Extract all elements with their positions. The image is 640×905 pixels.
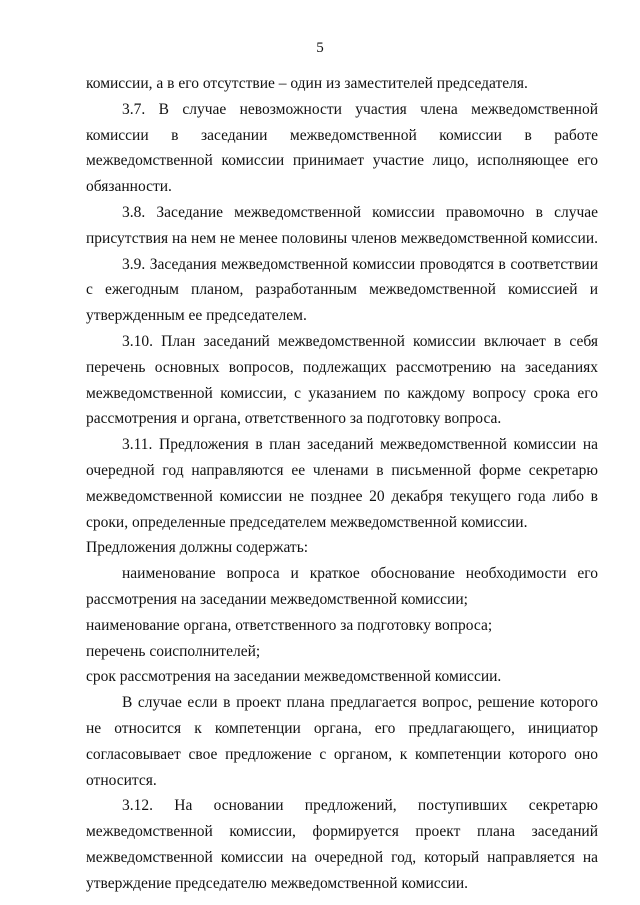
- paragraph-3-10: 3.10. План заседаний межведомственной комиссии включает в себя перечень основных вопросов, подлежащих рассмотрению на заседаниях межведомственной комиссии, с указанием по каждому вопросу срока его рассмотрения и органа, ответственного за подготовку вопроса.: [86, 332, 598, 428]
- proposals-intro: Предложения должны содержать:: [86, 539, 309, 557]
- paragraph-3-7: 3.7. В случае невозможности участия члена межведомственной комиссии в заседании межведомственной комиссии в работе межведомственной комиссии принимает участие лицо, исполняющее его обязанности.: [86, 100, 598, 196]
- paragraph-3-8: 3.8. Заседание межведомственной комиссии правомочно в случае присутствия на нем не менее половины членов межведомственной комиссии.: [86, 203, 598, 247]
- paragraph-continuation: комиссии, а в его отсутствие – один из заместителей председателя.: [86, 75, 528, 92]
- paragraph-3-11: 3.11. Предложения в план заседаний межведомственной комиссии на очередной год направляются ее членами в письменной форме секретарю межведомственной комиссии не позднее 20 декабря текущего года либо в сроки, определенные председателем межведомственной комиссии.: [86, 436, 598, 531]
- page-number: 5: [316, 40, 324, 56]
- document-body: [86, 71, 598, 897]
- paragraph-3-9: 3.9. Заседания межведомственной комиссии проводятся в соответствии с ежегодным планом, разработанным межведомственной комиссией и утвержденным ее председателем.: [86, 255, 598, 325]
- paragraph-3-12: 3.12. На основании предложений, поступивших секретарю межведомственной комиссии, формируется проект плана заседаний межведомственной комиссии на очередной год, который направляется на утверждение председателю межведомственной комиссии.: [86, 797, 598, 892]
- proposal-item-term: срок рассмотрения на заседании межведомственной комиссии.: [86, 668, 502, 686]
- proposal-item-name: наименование вопроса и краткое обоснование необходимости его рассмотрения на заседании межведомственной комиссии;: [86, 565, 598, 608]
- proposal-item-organ: наименование органа, ответственного за подготовку вопроса;: [86, 616, 493, 634]
- paragraph-competence: В случае если в проект плана предлагается вопрос, решение которого не относится к компетенции органа, его предлагающего, инициатор согласовывает свое предложение с органом, к компетенции которого оно относится.: [86, 694, 598, 789]
- proposal-item-coexecutors: перечень соисполнителей;: [86, 642, 261, 660]
